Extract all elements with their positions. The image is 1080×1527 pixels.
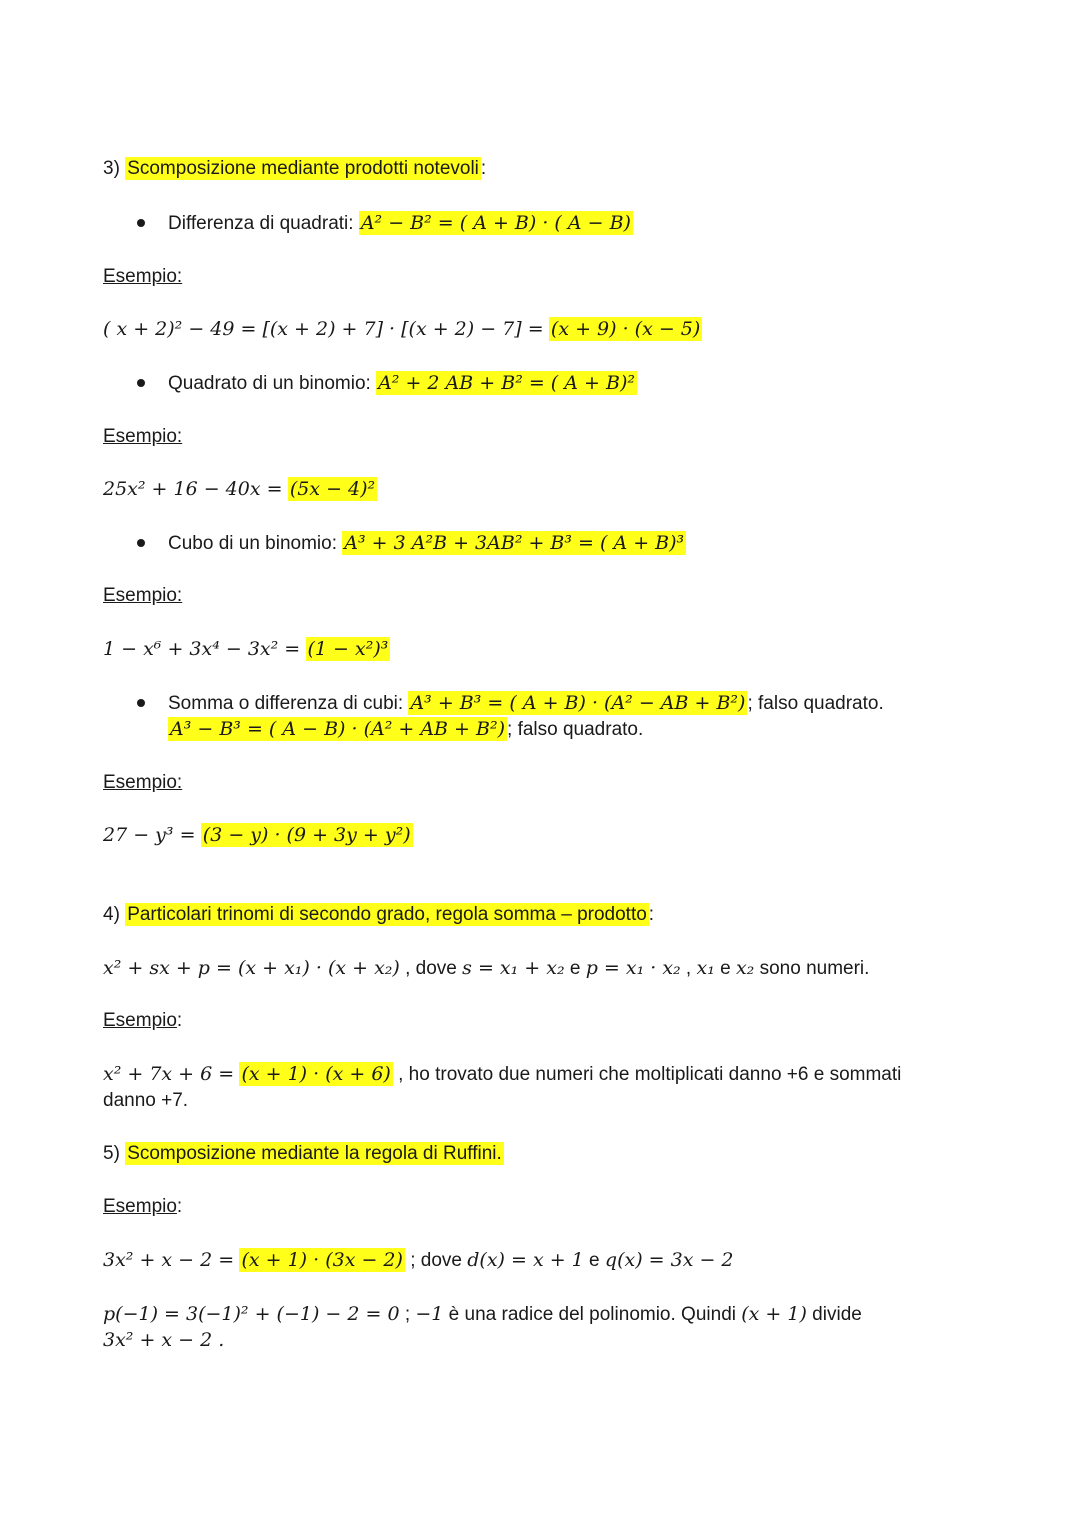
- example-label: Esempio:: [103, 266, 183, 287]
- item-label: Differenza di quadrati:: [168, 213, 354, 234]
- bullet-icon: [137, 699, 145, 707]
- example-label: [103, 1008, 182, 1034]
- quotient: q(x) = 3x − 2: [604, 1249, 734, 1271]
- formula: A² + 2 AB + B² = ( A + B)²: [378, 372, 635, 394]
- example-expression: 27 − y³ =: [103, 824, 196, 846]
- example-label: Esempio:: [103, 426, 183, 447]
- example-differenza-cubi: [103, 822, 413, 849]
- item-differenza-quadrati: [168, 210, 633, 237]
- example-explanation-cont: danno +7.: [103, 1090, 189, 1111]
- example-label: [103, 1194, 182, 1220]
- sum-definition: s = x₁ + x₂: [462, 957, 565, 979]
- formula: A³ + 3 A²B + 3AB² + B³ = ( A + B)³: [344, 532, 685, 554]
- formula: A³ − B³ = ( A − B) · (A² + AB + B²): [170, 718, 506, 740]
- example-label: Esempio:: [103, 772, 183, 793]
- example-expression: 3x² + x − 2 =: [103, 1249, 235, 1271]
- bullet-icon: [137, 539, 145, 547]
- example-result: (x + 1) · (3x − 2): [241, 1249, 403, 1271]
- example-expression: 25x² + 16 − 40x =: [103, 478, 283, 500]
- text: , dove: [399, 958, 463, 979]
- divisor: (x + 1): [741, 1303, 807, 1325]
- section-3-heading: [103, 156, 486, 182]
- text: e: [583, 1250, 605, 1271]
- example-cubo-binomio: [103, 636, 390, 663]
- bullet-icon: [137, 379, 145, 387]
- section-4-heading: [103, 902, 654, 928]
- root: −1: [415, 1303, 444, 1325]
- example-somma-prodotto: [103, 1061, 901, 1088]
- ruffini-polynomial: 3x² + x − 2 .: [103, 1329, 225, 1351]
- example-expression: x² + 7x + 6 =: [103, 1063, 235, 1085]
- text: è una radice del polinomio. Quindi: [443, 1304, 742, 1325]
- item-quadrato-binomio: [168, 370, 637, 397]
- colon: :: [176, 1196, 183, 1217]
- example-label: Esempio:: [103, 585, 183, 606]
- item-somma-differenza-cubi: [168, 690, 884, 717]
- section-title: Particolari trinomi di secondo grado, regola somma – prodotto: [127, 904, 647, 925]
- somma-prodotto-rule: [103, 955, 869, 982]
- example-result: (5x − 4)²: [289, 478, 376, 500]
- example-ruffini: [103, 1247, 734, 1274]
- note: ; falso quadrato.: [507, 719, 644, 740]
- section-title: Scomposizione mediante prodotti notevoli: [127, 158, 479, 179]
- formula: A² − B² = ( A + B) · ( A − B): [360, 212, 631, 234]
- colon: :: [176, 1010, 183, 1031]
- example-label-text: Esempio: [103, 1010, 177, 1031]
- example-label-text: Esempio: [103, 1196, 177, 1217]
- x1: x₁: [696, 957, 715, 979]
- section-title: Scomposizione mediante la regola di Ruffini.: [127, 1143, 502, 1164]
- ruffini-check: [103, 1301, 862, 1328]
- divisor: d(x) = x + 1: [467, 1249, 584, 1271]
- example-differenza-quadrati: [103, 316, 702, 343]
- text: ;: [399, 1304, 416, 1325]
- example-result: (1 − x²)³: [307, 638, 389, 660]
- example-expression: ( x + 2)² − 49 = [(x + 2) + 7] · [(x + 2) − 7] =: [103, 318, 544, 340]
- text: divide: [806, 1304, 862, 1325]
- colon: :: [648, 904, 655, 925]
- item-label: Quadrato di un binomio:: [168, 373, 371, 394]
- rule-formula: x² + sx + p = (x + x₁) · (x + x₂): [103, 957, 400, 979]
- formula: A³ + B³ = ( A + B) · (A² − AB + B²): [410, 692, 746, 714]
- example-quadrato-binomio: [103, 476, 377, 503]
- example-explanation: , ho trovato due numeri che moltiplicati danno +6 e sommati: [392, 1064, 902, 1085]
- colon: :: [480, 158, 487, 179]
- text: sono numeri.: [754, 958, 870, 979]
- section-number: 5): [103, 1143, 120, 1164]
- x2: x₂: [735, 957, 755, 979]
- note: ; falso quadrato.: [747, 693, 884, 714]
- item-label: Somma o differenza di cubi:: [168, 693, 404, 714]
- section-number: 3): [103, 158, 120, 179]
- example-result: (x + 1) · (x + 6): [241, 1063, 391, 1085]
- item-differenza-cubi: [168, 716, 643, 743]
- example-expression: 1 − x⁶ + 3x⁴ − 3x² =: [103, 638, 301, 660]
- item-label: Cubo di un binomio:: [168, 533, 337, 554]
- text: e: [714, 958, 736, 979]
- item-cubo-binomio: [168, 530, 686, 557]
- section-number: 4): [103, 904, 120, 925]
- text: ; dove: [404, 1250, 468, 1271]
- bullet-icon: [137, 219, 145, 227]
- example-result: (3 − y) · (9 + 3y + y²): [202, 824, 411, 846]
- check-formula: p(−1) = 3(−1)² + (−1) − 2 = 0: [103, 1303, 400, 1325]
- text: ,: [680, 958, 697, 979]
- product-definition: p = x₁ · x₂: [585, 957, 681, 979]
- example-result: (x + 9) · (x − 5): [550, 318, 701, 340]
- section-5-heading: [103, 1141, 504, 1167]
- text: e: [564, 958, 586, 979]
